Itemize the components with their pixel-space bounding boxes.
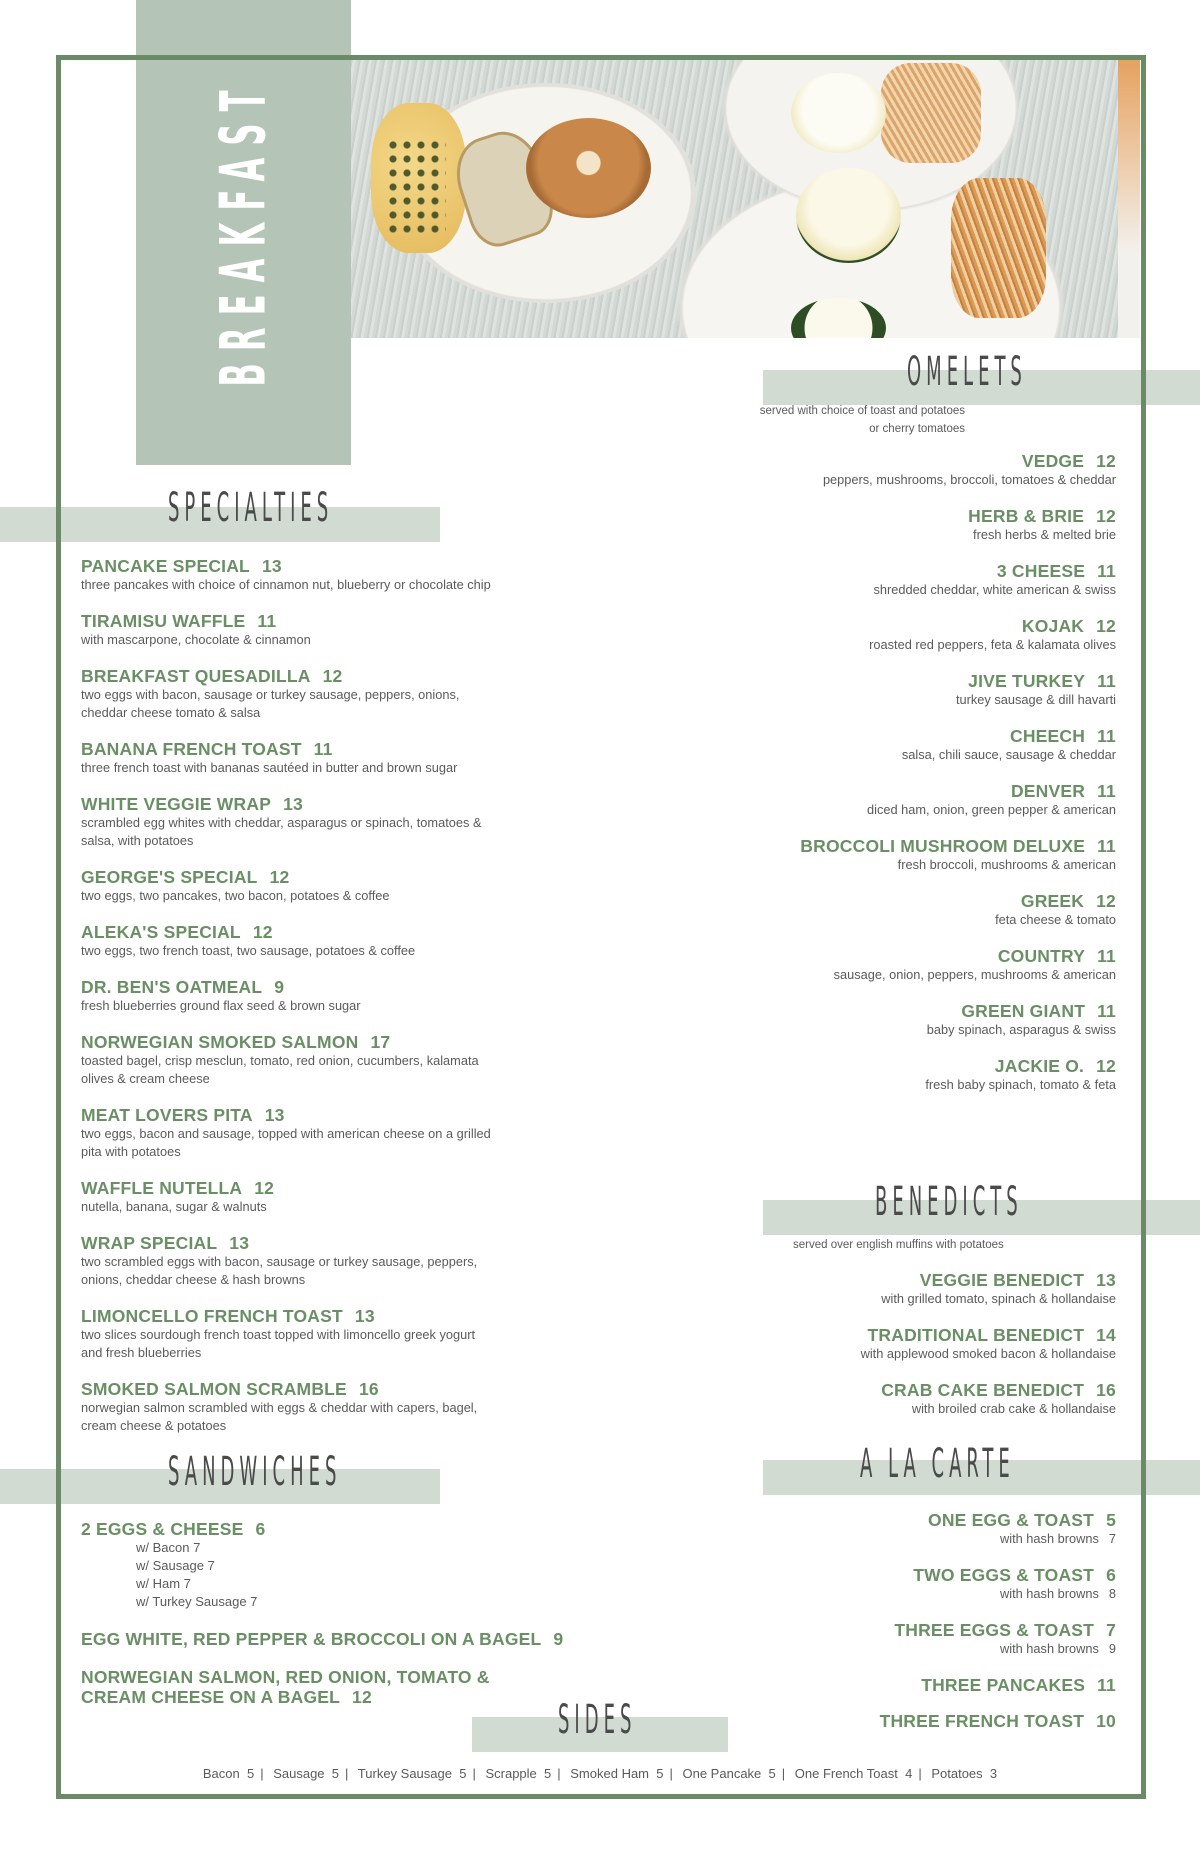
item-name: CREAM CHEESE ON A BAGEL [81,1687,341,1707]
item-description: fresh blueberries ground flax seed & brown sugar [81,998,361,1013]
item-price: 13 [261,556,282,576]
omelets-note [605,402,965,438]
side-item: Potatoes 3 [931,1766,998,1781]
item-name: LIMONCELLO FRENCH TOAST [81,1306,343,1326]
item-price: 12 [1096,616,1116,636]
item-option-price: 8 [1108,1586,1116,1601]
menu-item [81,1178,601,1216]
sandwiches-list [81,1519,601,1724]
menu-item [81,556,601,594]
benedicts-heading: BENEDICTS [875,1179,1023,1225]
menu-item [696,1565,1116,1603]
item-name: TIRAMISU WAFFLE [81,611,246,631]
item-name: NORWEGIAN SMOKED SALMON [81,1032,359,1052]
item-name: GEORGE'S SPECIAL [81,867,258,887]
item-name: BROCCOLI MUSHROOM DELUXE [800,836,1086,856]
item-price: 12 [252,922,273,942]
menu-item [81,794,601,850]
item-name: SMOKED SALMON SCRAMBLE [81,1379,347,1399]
item-option-price: 7 [1108,1531,1116,1546]
menu-item [81,867,601,905]
item-price: 12 [1096,506,1116,526]
item-description: roasted red peppers, feta & kalamata olives [869,637,1116,652]
side-item: One Pancake 5 [682,1766,776,1781]
item-description: two scrambled eggs with bacon, sausage or turkey sausage, peppers, [81,1254,478,1269]
menu-item [81,1629,601,1649]
menu-item [81,739,601,777]
item-description: and fresh blueberries [81,1345,202,1360]
item-name: THREE EGGS & TOAST [894,1620,1095,1640]
menu-item [81,1105,601,1161]
item-description: fresh broccoli, mushrooms & american [897,857,1116,872]
item-description: with hash browns [1000,1531,1099,1546]
item-description: two slices sourdough french toast topped with limoncello greek yogurt [81,1327,476,1342]
item-name: BREAKFAST QUESADILLA [81,666,311,686]
item-name: HERB & BRIE [968,506,1085,526]
item-name: COUNTRY [997,946,1086,966]
item-price: 13 [229,1233,250,1253]
item-name: PANCAKE SPECIAL [81,556,250,576]
menu-item [696,451,1116,489]
item-price: 11 [1097,671,1116,691]
menu-item [81,977,601,1015]
sides-heading: SIDES [558,1697,637,1743]
item-price: 11 [1097,946,1116,966]
item-name: THREE PANCAKES [921,1675,1086,1695]
item-name: VEGGIE BENEDICT [919,1270,1085,1290]
item-name: JIVE TURKEY [968,671,1086,691]
menu-item [696,506,1116,544]
item-description: pita with potatoes [81,1144,181,1159]
item-price: 13 [283,794,303,814]
separator: | [472,1766,476,1781]
menu-item [696,1056,1116,1094]
menu-item [696,1325,1116,1363]
item-description: fresh baby spinach, tomato & feta [925,1077,1116,1092]
page-title [136,0,351,465]
menu-item [696,1380,1116,1418]
eggs-benedict-graphic [791,298,886,338]
item-name: WRAP SPECIAL [81,1233,218,1253]
menu-item [81,1379,601,1435]
eggs-benedict-graphic [796,168,901,263]
item-description: shredded cheddar, white american & swiss [873,582,1116,597]
item-price: 17 [370,1032,391,1052]
item-name: WHITE VEGGIE WRAP [81,794,272,814]
item-price: 11 [1097,836,1116,856]
item-description: three french toast with bananas sautéed in butter and brown sugar [81,760,458,775]
benedicts-note: served over english muffins with potatoes [793,1239,1004,1251]
item-description: onions, cheddar cheese & hash browns [81,1272,306,1287]
separator: | [669,1766,673,1781]
item-price: 11 [1097,1675,1116,1695]
item-option: w/ Ham 7 [136,1576,191,1591]
item-price: 16 [1096,1380,1116,1400]
item-description: feta cheese & tomato [995,912,1116,927]
menu-item [696,671,1116,709]
menu-item [696,726,1116,764]
specialties-heading: SPECIALTIES [168,485,334,531]
item-description: three pancakes with choice of cinnamon nut, blueberry or chocolate chip [81,577,491,592]
menu-item [696,1001,1116,1039]
item-price: 11 [1097,561,1116,581]
menu-item [696,616,1116,654]
menu-item [696,1620,1116,1658]
item-name: KOJAK [1021,616,1085,636]
item-price: 11 [313,739,333,759]
separator: | [918,1766,922,1781]
item-price: 6 [1106,1565,1116,1585]
item-price: 11 [257,611,277,631]
item-description: two eggs, two pancakes, two bacon, potatoes & coffee [81,888,390,903]
section-note: or cherry tomatoes [869,423,965,435]
menu-item [696,1270,1116,1308]
item-name: NORWEGIAN SALMON, RED ONION, TOMATO & [81,1667,490,1687]
item-description: with hash browns [1000,1641,1099,1656]
menu-item [81,1667,601,1707]
item-price: 12 [352,1687,372,1707]
a-la-carte-heading: A LA CARTE [860,1441,1015,1487]
menu-item [81,1519,601,1611]
item-description: two eggs with bacon, sausage or turkey sausage, peppers, onions, [81,687,460,702]
item-price: 12 [269,867,290,887]
bagel-graphic [526,118,651,218]
item-description: scrambled egg whites with cheddar, asparagus or spinach, tomatoes & [81,815,482,830]
item-description: with grilled tomato, spinach & hollandaise [881,1291,1116,1306]
item-description: diced ham, onion, green pepper & american [867,802,1116,817]
separator: | [260,1766,264,1781]
item-price: 6 [255,1519,266,1539]
item-name: TWO EGGS & TOAST [913,1565,1095,1585]
omelets-heading: OMELETS [907,349,1027,395]
item-description: nutella, banana, sugar & walnuts [81,1199,267,1214]
item-description: baby spinach, asparagus & swiss [926,1022,1116,1037]
menu-item [696,1510,1116,1548]
menu-item [81,1032,601,1088]
item-description: fresh herbs & melted brie [973,527,1116,542]
menu-item [696,1675,1116,1695]
menu-item [696,1711,1116,1731]
section-note: served with choice of toast and potatoes [759,405,965,417]
item-price: 16 [358,1379,379,1399]
item-name: DR. BEN'S OATMEAL [81,977,263,997]
sides-list [0,1766,1200,1781]
item-price: 11 [1097,781,1116,801]
table-edge-graphic [1118,58,1140,338]
side-item: Smoked Ham 5 [570,1766,664,1781]
item-price: 12 [1096,1056,1116,1076]
item-description: with mascarpone, chocolate & cinnamon [81,632,311,647]
item-name: TRADITIONAL BENEDICT [867,1325,1085,1345]
separator: | [781,1766,786,1781]
item-option: w/ Sausage 7 [136,1558,215,1573]
separator: | [345,1766,349,1781]
item-name: EGG WHITE, RED PEPPER & BROCCOLI ON A BAGEL [81,1629,542,1649]
side-item: Sausage 5 [273,1766,340,1781]
menu-item [696,946,1116,984]
item-option: w/ Bacon 7 [136,1540,201,1555]
hash-browns-graphic [881,63,981,163]
menu-item [81,922,601,960]
item-name: ALEKA'S SPECIAL [81,922,241,942]
poached-egg-graphic [791,73,886,153]
menu-item [696,891,1116,929]
item-name: BANANA FRENCH TOAST [81,739,302,759]
menu-item [81,1233,601,1289]
item-description: sausage, onion, peppers, mushrooms & american [833,967,1116,982]
item-price: 14 [1096,1325,1116,1345]
item-description: norwegian salmon scrambled with eggs & cheddar with capers, bagel, [81,1400,478,1415]
item-description: salsa, chili sauce, sausage & cheddar [901,747,1116,762]
item-price: 9 [274,977,285,997]
item-description: two eggs, two french toast, two sausage, potatoes & coffee [81,943,416,958]
item-name: CHEECH [1009,726,1086,746]
sandwiches-heading: SANDWICHES [168,1449,342,1495]
item-price: 13 [264,1105,285,1125]
item-price: 9 [553,1629,564,1649]
separator: | [557,1766,561,1781]
breakfast-photo [351,58,1140,338]
item-name: GREEK [1020,891,1085,911]
item-name: DENVER [1010,781,1086,801]
item-price: 7 [1106,1620,1116,1640]
item-name: 2 EGGS & CHEESE [81,1519,244,1539]
item-price: 12 [1096,891,1116,911]
item-price: 10 [1096,1711,1116,1731]
item-name: MEAT LOVERS PITA [81,1105,253,1125]
item-name: 3 CHEESE [996,561,1086,581]
menu-item [696,561,1116,599]
item-price: 13 [354,1306,375,1326]
item-description: olives & cream cheese [81,1071,210,1086]
menu-item [81,1306,601,1362]
item-name: VEDGE [1021,451,1085,471]
item-name: THREE FRENCH TOAST [879,1711,1085,1731]
item-price: 12 [1096,451,1116,471]
side-item: One French Toast 4 [794,1766,913,1781]
item-name: WAFFLE NUTELLA [81,1178,243,1198]
side-item: Scrapple 5 [485,1766,552,1781]
item-price: 13 [1096,1270,1116,1290]
a-la-carte-list [696,1510,1116,1748]
item-description: salsa, with potatoes [81,833,194,848]
side-item: Bacon 5 [202,1766,255,1781]
item-name: ONE EGG & TOAST [928,1510,1095,1530]
item-description: with broiled crab cake & hollandaise [911,1401,1116,1416]
item-price: 12 [322,666,343,686]
item-description: cheddar cheese tomato & salsa [81,705,261,720]
item-price: 11 [1097,1001,1116,1021]
item-description: with applewood smoked bacon & hollandaise [860,1346,1116,1361]
item-description: turkey sausage & dill havarti [955,692,1116,707]
item-price: 5 [1106,1510,1116,1530]
item-option: w/ Turkey Sausage 7 [136,1594,258,1609]
item-name: GREEN GIANT [961,1001,1086,1021]
item-description: with hash browns [1000,1586,1099,1601]
menu-item [81,611,601,649]
item-name: JACKIE O. [994,1056,1085,1076]
item-name: CRAB CAKE BENEDICT [881,1380,1085,1400]
item-description: two eggs, bacon and sausage, topped with american cheese on a grilled [81,1126,491,1141]
omelets-list [696,451,1116,1111]
menu-item [696,836,1116,874]
hash-browns-graphic [951,178,1046,318]
item-option-price: 9 [1108,1641,1116,1656]
menu-item [696,781,1116,819]
item-price: 11 [1097,726,1116,746]
item-description: cream cheese & potatoes [81,1418,227,1433]
menu-item [81,666,601,722]
specialties-list [81,556,601,1452]
page-title-text: BREAKFAST [207,78,280,387]
benedicts-list [696,1270,1116,1435]
item-price: 12 [254,1178,275,1198]
capers-graphic [386,138,446,238]
side-item: Turkey Sausage 5 [357,1766,467,1781]
item-description: peppers, mushrooms, broccoli, tomatoes & cheddar [822,472,1116,487]
item-description: toasted bagel, crisp mesclun, tomato, red onion, cucumbers, kalamata [81,1053,479,1068]
